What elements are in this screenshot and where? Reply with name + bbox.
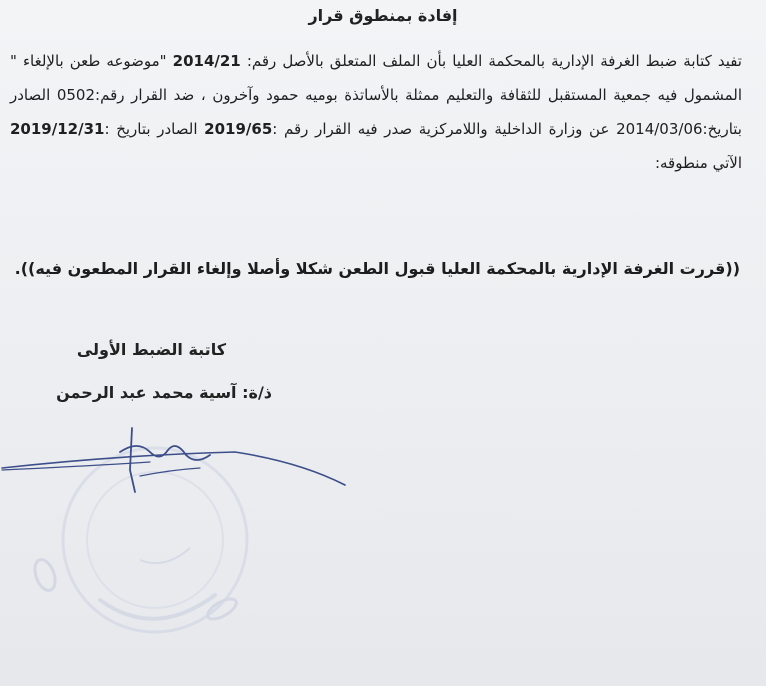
body-text-part-3: الصادر بتاريخ : — [104, 120, 205, 138]
document-title: إفادة بمنطوق قرار — [308, 6, 458, 25]
ruling-text: ((قررت الغرفة الإدارية بالمحكمة العليا قبول الطعن شكلا وأصلا وإلغاء القرار المطعون فيه)). — [14, 259, 740, 278]
body-text-part-1: تفيد كتابة ضبط الغرفة الإدارية بالمحكمة العليا بأن الملف المتعلق بالأصل رقم: — [240, 52, 742, 70]
body-text-part-2: "موضوعه طعن بالإلغاء " المشمول فيه جمعية المستقبل للثقافة والتعليم ممثلة بالأساتذة بوميه حمود وآخرون ، ضد القرار رقم:0502 الصادر بتاريخ:2014/03/06 عن وزارة الداخلية واللامركزية صدر فيه القرار رقم : — [10, 52, 742, 138]
decision-number: 2019/65 — [204, 120, 273, 138]
signatory-title: كاتبة الضبط الأولى — [76, 340, 226, 359]
document-body — [10, 44, 742, 180]
file-number: 2014/21 — [172, 52, 241, 70]
signatory-name: ذ/ة: آسية محمد عبد الرحمن — [56, 383, 272, 402]
body-text-part-4: الآتي منطوقه: — [654, 154, 742, 172]
decision-date: 2019/12/31 — [10, 120, 105, 138]
